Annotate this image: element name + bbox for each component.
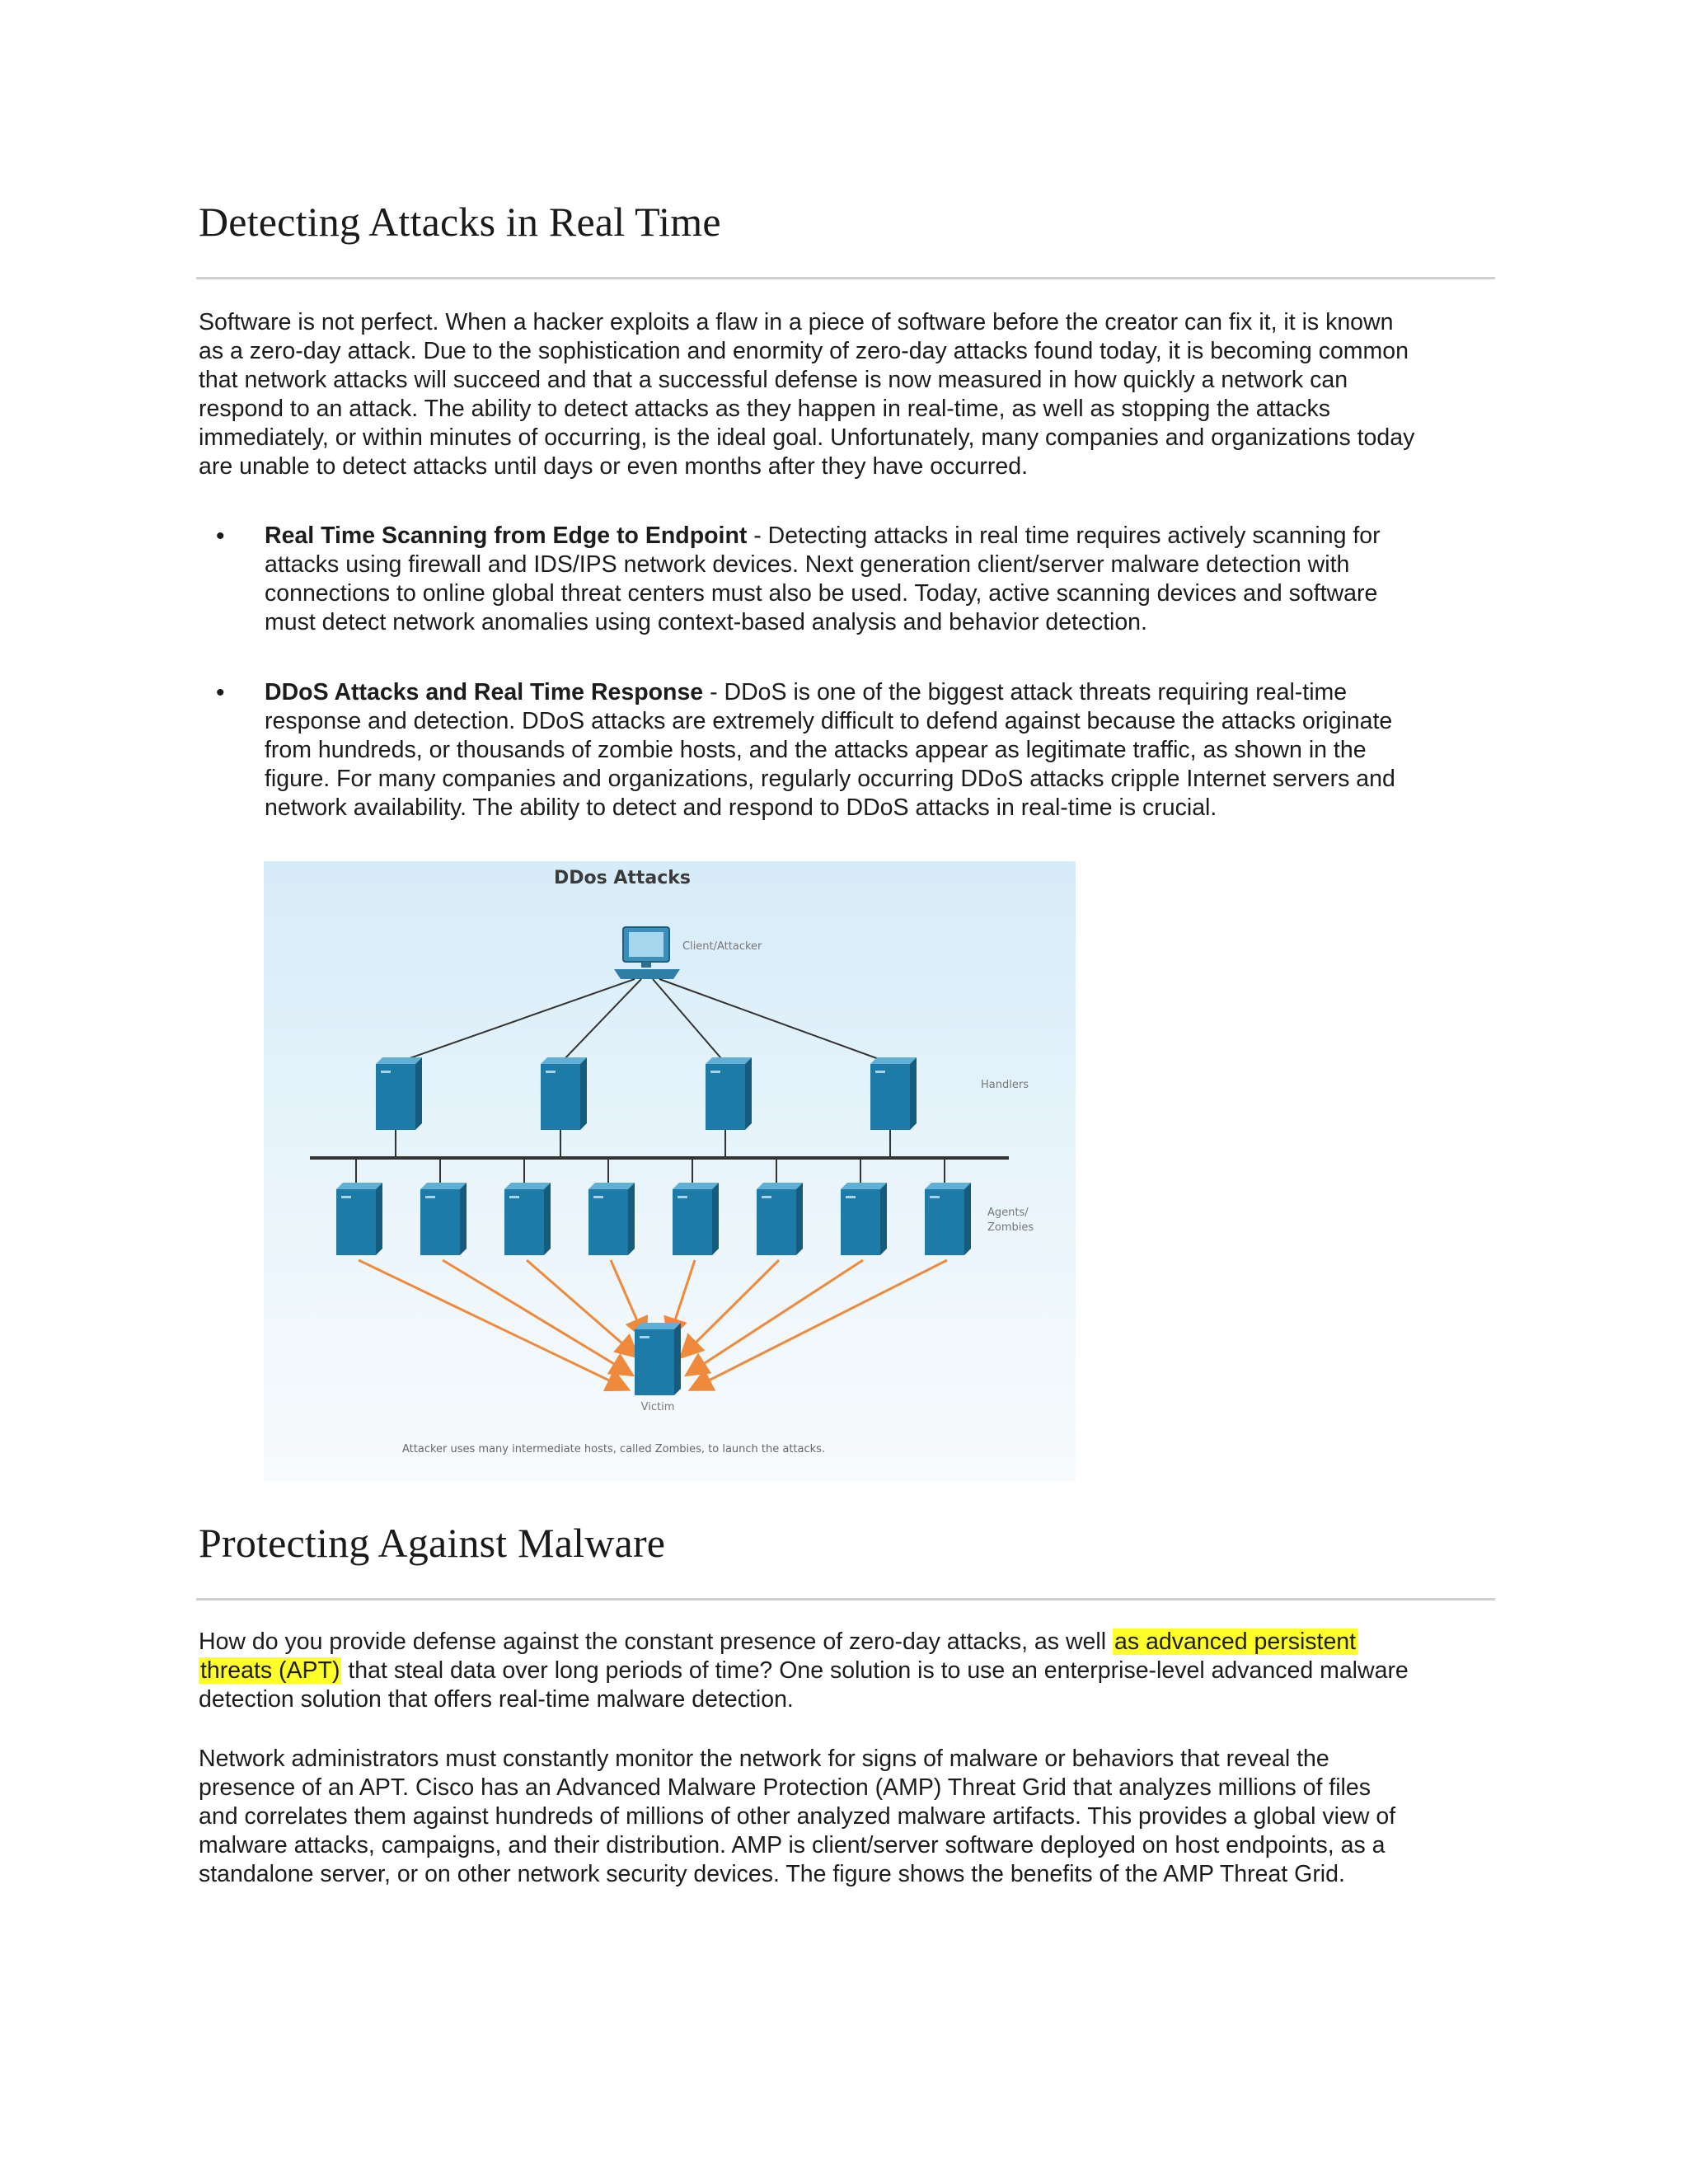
bullet-line: figure. For many companies and organizations, regularly occurring DDoS attacks cripple Internet servers and bbox=[265, 766, 1395, 792]
highlighted-text: as advanced persistent bbox=[1114, 1629, 1357, 1655]
handler-server-icon bbox=[541, 1057, 587, 1130]
zombie-server-icon bbox=[504, 1183, 551, 1255]
zombie-server-icon bbox=[336, 1183, 382, 1255]
bullet-line: attacks using firewall and IDS/IPS network devices. Next generation client/server malware detection with bbox=[265, 551, 1350, 578]
para-text: that steal data over long periods of time? One solution is to use an enterprise-level advanced malware bbox=[341, 1657, 1409, 1684]
highlighted-text: threats (APT) bbox=[200, 1657, 340, 1684]
agents-label: Agents/ bbox=[987, 1207, 1029, 1219]
section-divider bbox=[196, 277, 1495, 279]
bullet-marker: • bbox=[216, 523, 225, 550]
handler-server-icon bbox=[706, 1057, 752, 1130]
intro-line: are unable to detect attacks until days or even months after they have occurred. bbox=[199, 453, 1028, 480]
para-line: standalone server, or on other network security devices. The figure shows the benefits of the AMP Threat Grid. bbox=[199, 1861, 1345, 1887]
section-divider bbox=[196, 1598, 1495, 1601]
attacker-computer-icon bbox=[614, 927, 680, 979]
zombies-label: Zombies bbox=[987, 1221, 1034, 1234]
ddos-diagram bbox=[264, 861, 1076, 1481]
diagram-title: DDos Attacks bbox=[553, 868, 692, 888]
ddos-diagram-figure bbox=[264, 861, 1076, 1481]
client-attacker-label: Client/Attacker bbox=[682, 940, 762, 953]
bullet-line: must detect network anomalies using context-based analysis and behavior detection. bbox=[265, 609, 1147, 635]
intro-line: respond to an attack. The ability to detect attacks as they happen in real-time, as well as stopping the attacks bbox=[199, 396, 1330, 422]
intro-line: immediately, or within minutes of occurring, is the ideal goal. Unfortunately, many companies and organizations today bbox=[199, 424, 1415, 451]
para-line: presence of an APT. Cisco has an Advanced Malware Protection (AMP) Threat Grid that analyzes millions of files bbox=[199, 1774, 1371, 1801]
zombie-server-icon bbox=[588, 1183, 635, 1255]
bullet-heading: Real Time Scanning from Edge to Endpoint bbox=[265, 523, 748, 549]
intro-line: Software is not perfect. When a hacker exploits a flaw in a piece of software before the creator can fix it, it is known bbox=[199, 309, 1394, 335]
malware-paragraph-1 bbox=[199, 1628, 1501, 1714]
zombie-server-icon bbox=[673, 1183, 719, 1255]
bullet-line: network availability. The ability to detect and respond to DDoS attacks in real-time is crucial. bbox=[265, 794, 1217, 821]
bullet-real-time-scanning bbox=[265, 522, 1501, 637]
attacker-handler-links bbox=[396, 979, 890, 1063]
handlers-label: Handlers bbox=[981, 1079, 1029, 1091]
bullet-line: response and detection. DDoS attacks are extremely difficult to defend against because the attacks originate bbox=[265, 708, 1393, 734]
bullet-line: from hundreds, or thousands of zombie hosts, and the attacks appear as legitimate traffic, as shown in the bbox=[265, 737, 1367, 763]
section-title-detecting-attacks: Detecting Attacks in Real Time bbox=[199, 199, 721, 245]
bullet-heading: DDoS Attacks and Real Time Response bbox=[265, 679, 704, 705]
para-text: detection solution that offers real-time malware detection. bbox=[199, 1686, 794, 1713]
zombie-server-icon bbox=[841, 1183, 887, 1255]
para-text: How do you provide defense against the constant presence of zero-day attacks, as well bbox=[199, 1629, 1113, 1655]
bullet-line: connections to online global threat centers must also be used. Today, active scanning devices and software bbox=[265, 580, 1378, 607]
intro-paragraph bbox=[199, 308, 1501, 481]
bullet-line: - Detecting attacks in real time requires actively scanning for bbox=[747, 523, 1381, 549]
zombie-server-icon bbox=[925, 1183, 971, 1255]
para-line: malware attacks, campaigns, and their distribution. AMP is client/server software deployed on host endpoints, as a bbox=[199, 1832, 1386, 1858]
zombie-server-icon bbox=[420, 1183, 467, 1255]
malware-paragraph-2 bbox=[199, 1745, 1501, 1889]
intro-line: that network attacks will succeed and that a successful defense is now measured in how quickly a network can bbox=[199, 367, 1348, 393]
victim-label: Victim bbox=[640, 1401, 675, 1413]
handler-server-icon bbox=[376, 1057, 422, 1130]
intro-line: as a zero-day attack. Due to the sophistication and enormity of zero-day attacks found today, it is becoming common bbox=[199, 338, 1409, 364]
bullet-marker: • bbox=[216, 679, 225, 706]
para-line: Network administrators must constantly monitor the network for signs of malware or behaviors that reveal the bbox=[199, 1746, 1329, 1772]
bullet-ddos-attacks bbox=[265, 678, 1501, 823]
zombie-server-icon bbox=[757, 1183, 803, 1255]
handler-server-icon bbox=[870, 1057, 917, 1130]
bullet-line: - DDoS is one of the biggest attack threats requiring real-time bbox=[703, 679, 1348, 705]
para-line: and correlates them against hundreds of millions of other analyzed malware artifacts. This provides a global view of bbox=[199, 1803, 1396, 1830]
network-bus bbox=[310, 1130, 1009, 1188]
section-title-protecting-malware: Protecting Against Malware bbox=[199, 1520, 666, 1566]
diagram-caption: Attacker uses many intermediate hosts, called Zombies, to launch the attacks. bbox=[402, 1443, 826, 1455]
victim-server-icon bbox=[635, 1323, 681, 1395]
